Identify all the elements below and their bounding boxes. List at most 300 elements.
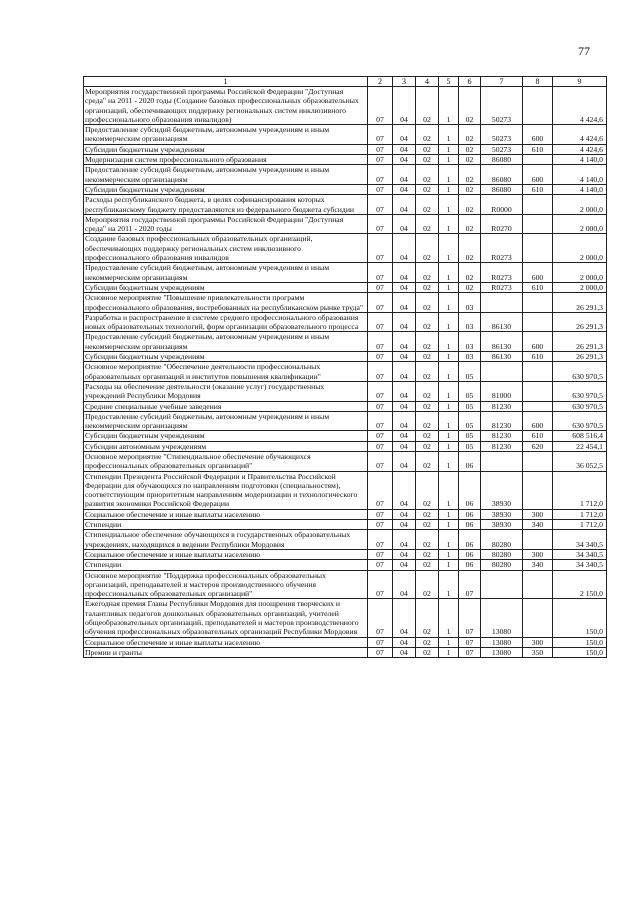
- expense-type-cell: [523, 451, 553, 471]
- table-row: [84, 125, 607, 145]
- row-name-cell: Предоставление субсидий бюджетным, автономным учреждениям и иным некоммерческим организациям: [84, 411, 368, 431]
- header-col-9: 9: [553, 77, 607, 87]
- table-row: [84, 401, 607, 411]
- program-cell: 02: [416, 214, 439, 234]
- row-name-cell: Модернизация систем профессионального образования: [84, 155, 368, 165]
- row-name-cell: Субсидии бюджетным учреждениям: [84, 431, 368, 441]
- podrazdel-cell: 04: [393, 560, 416, 570]
- subprogram-cell: 1: [439, 637, 459, 647]
- row-name-cell: Ежегодная премия Главы Республики Мордовия для поощрения творческих и талантливых педагогов дошкольных образовательных организаций, учителей общеобразовательных организаций, преподавателей и мастеров производственного обучения профессиональных образовательных организаций Республики Мордовия: [84, 599, 368, 637]
- program-cell: 02: [416, 312, 439, 332]
- amount-cell: 608 516,4: [553, 431, 607, 441]
- program-cell: 02: [416, 362, 439, 382]
- table-row: [84, 381, 607, 401]
- program-cell: 02: [416, 332, 439, 352]
- razdel-cell: 07: [368, 451, 393, 471]
- event-cell: 02: [459, 87, 481, 125]
- table-row: [84, 441, 607, 451]
- razdel-cell: 07: [368, 549, 393, 559]
- event-cell: 06: [459, 530, 481, 550]
- program-cell: 02: [416, 411, 439, 431]
- table-row: [84, 451, 607, 471]
- subprogram-cell: 1: [439, 431, 459, 441]
- podrazdel-cell: 04: [393, 530, 416, 550]
- podrazdel-cell: 04: [393, 293, 416, 313]
- razdel-cell: 07: [368, 165, 393, 185]
- amount-cell: 26 291,3: [553, 293, 607, 313]
- razdel-cell: 07: [368, 263, 393, 283]
- podrazdel-cell: 04: [393, 509, 416, 519]
- table-row: [84, 214, 607, 234]
- event-cell: 02: [459, 263, 481, 283]
- expense-type-cell: 620: [523, 441, 553, 451]
- direction-cell: 13080: [481, 647, 523, 657]
- expense-type-cell: 610: [523, 184, 553, 194]
- podrazdel-cell: 04: [393, 263, 416, 283]
- subprogram-cell: 1: [439, 332, 459, 352]
- table-row: [84, 530, 607, 550]
- subprogram-cell: 1: [439, 451, 459, 471]
- program-cell: 02: [416, 549, 439, 559]
- program-cell: 02: [416, 401, 439, 411]
- direction-cell: 81230: [481, 401, 523, 411]
- row-name-cell: Стипендии: [84, 560, 368, 570]
- expense-type-cell: 350: [523, 647, 553, 657]
- razdel-cell: 07: [368, 214, 393, 234]
- table-row: [84, 549, 607, 559]
- razdel-cell: 07: [368, 637, 393, 647]
- expense-type-cell: [523, 87, 553, 125]
- program-cell: 02: [416, 195, 439, 215]
- direction-cell: 38930: [481, 520, 523, 530]
- expense-type-cell: [523, 312, 553, 332]
- row-name-cell: Предоставление субсидий бюджетным, автономным учреждениям и иным некоммерческим организациям: [84, 125, 368, 145]
- table-row: [84, 87, 607, 125]
- podrazdel-cell: 04: [393, 401, 416, 411]
- amount-cell: 2 000,0: [553, 214, 607, 234]
- razdel-cell: 07: [368, 125, 393, 145]
- podrazdel-cell: 04: [393, 184, 416, 194]
- podrazdel-cell: 04: [393, 599, 416, 637]
- amount-cell: 4 424,6: [553, 144, 607, 154]
- podrazdel-cell: 04: [393, 520, 416, 530]
- header-col-6: 6: [459, 77, 481, 87]
- podrazdel-cell: 04: [393, 155, 416, 165]
- row-name-cell: Субсидии бюджетным учреждениям: [84, 282, 368, 292]
- program-cell: 02: [416, 451, 439, 471]
- expense-type-cell: [523, 234, 553, 263]
- event-cell: 02: [459, 155, 481, 165]
- subprogram-cell: 1: [439, 155, 459, 165]
- subprogram-cell: 1: [439, 549, 459, 559]
- event-cell: 06: [459, 509, 481, 519]
- table-row: [84, 155, 607, 165]
- amount-cell: 630 970,5: [553, 411, 607, 431]
- amount-cell: 1 712,0: [553, 520, 607, 530]
- subprogram-cell: 1: [439, 362, 459, 382]
- podrazdel-cell: 04: [393, 332, 416, 352]
- row-name-cell: Социальное обеспечение и иные выплаты населению: [84, 637, 368, 647]
- event-cell: 06: [459, 520, 481, 530]
- amount-cell: 26 291,3: [553, 332, 607, 352]
- row-name-cell: Расходы на обеспечение деятельности (оказание услуг) государственных учреждений Республики Мордовия: [84, 381, 368, 401]
- podrazdel-cell: 04: [393, 637, 416, 647]
- direction-cell: R0000: [481, 195, 523, 215]
- expense-type-cell: [523, 471, 553, 509]
- row-name-cell: Социальное обеспечение и иные выплаты населению: [84, 509, 368, 519]
- table-row: [84, 471, 607, 509]
- podrazdel-cell: 04: [393, 282, 416, 292]
- table-row: [84, 312, 607, 332]
- row-name-cell: Стипендиальное обеспечение обучающихся в государственных образовательных учреждениях, находящихся в ведении Республики Мордовия: [84, 530, 368, 550]
- amount-cell: 150,0: [553, 637, 607, 647]
- table-row: [84, 332, 607, 352]
- header-col-7: 7: [481, 77, 523, 87]
- table-row: [84, 195, 607, 215]
- expense-type-cell: 600: [523, 165, 553, 185]
- subprogram-cell: 1: [439, 530, 459, 550]
- header-col-4: 4: [416, 77, 439, 87]
- event-cell: 06: [459, 560, 481, 570]
- expense-type-cell: [523, 155, 553, 165]
- direction-cell: 38930: [481, 471, 523, 509]
- event-cell: 05: [459, 431, 481, 441]
- razdel-cell: 07: [368, 352, 393, 362]
- table-row: [84, 293, 607, 313]
- razdel-cell: 07: [368, 431, 393, 441]
- program-cell: 02: [416, 352, 439, 362]
- expense-type-cell: 610: [523, 282, 553, 292]
- amount-cell: 1 712,0: [553, 471, 607, 509]
- row-name-cell: Предоставление субсидий бюджетным, автономным учреждениям и иным некоммерческим организациям: [84, 332, 368, 352]
- razdel-cell: 07: [368, 530, 393, 550]
- direction-cell: R0270: [481, 214, 523, 234]
- razdel-cell: 07: [368, 570, 393, 599]
- razdel-cell: 07: [368, 195, 393, 215]
- program-cell: 02: [416, 520, 439, 530]
- table-row: [84, 560, 607, 570]
- table-row: [84, 282, 607, 292]
- row-name-cell: Основное мероприятие "Поддержка профессиональных образовательных организаций, преподавателей и мастеров производственного обучения профессиональных образовательных организаций": [84, 570, 368, 599]
- amount-cell: 630 970,5: [553, 381, 607, 401]
- amount-cell: 4 140,0: [553, 184, 607, 194]
- event-cell: 07: [459, 637, 481, 647]
- event-cell: 05: [459, 401, 481, 411]
- podrazdel-cell: 04: [393, 381, 416, 401]
- event-cell: 06: [459, 451, 481, 471]
- page-number: 77: [578, 44, 590, 58]
- subprogram-cell: 1: [439, 352, 459, 362]
- podrazdel-cell: 04: [393, 362, 416, 382]
- razdel-cell: 07: [368, 155, 393, 165]
- amount-cell: 22 454,1: [553, 441, 607, 451]
- row-name-cell: Мероприятия государственной программы Российской Федерации "Доступная среда" на 2011 - 2020 годы (Создание базовых профессиональных образовательных организаций, обеспечивающих поддержку региональных систем инклюзивного профессионального образования инвалидов): [84, 87, 368, 125]
- subprogram-cell: 1: [439, 381, 459, 401]
- program-cell: 02: [416, 184, 439, 194]
- razdel-cell: 07: [368, 362, 393, 382]
- event-cell: 07: [459, 570, 481, 599]
- event-cell: 07: [459, 647, 481, 657]
- amount-cell: 26 291,3: [553, 312, 607, 332]
- table-row: [84, 184, 607, 194]
- expense-type-cell: [523, 530, 553, 550]
- razdel-cell: 07: [368, 293, 393, 313]
- podrazdel-cell: 04: [393, 451, 416, 471]
- subprogram-cell: 1: [439, 165, 459, 185]
- direction-cell: 38930: [481, 509, 523, 519]
- event-cell: 06: [459, 471, 481, 509]
- program-cell: 02: [416, 637, 439, 647]
- subprogram-cell: 1: [439, 263, 459, 283]
- podrazdel-cell: 04: [393, 411, 416, 431]
- table-row: [84, 165, 607, 185]
- subprogram-cell: 1: [439, 560, 459, 570]
- expense-type-cell: 610: [523, 352, 553, 362]
- program-cell: 02: [416, 87, 439, 125]
- podrazdel-cell: 04: [393, 87, 416, 125]
- amount-cell: 2 000,0: [553, 234, 607, 263]
- event-cell: 06: [459, 549, 481, 559]
- table-row: [84, 362, 607, 382]
- event-cell: 05: [459, 441, 481, 451]
- table-row: [84, 411, 607, 431]
- header-col-3: 3: [393, 77, 416, 87]
- expense-type-cell: [523, 362, 553, 382]
- expense-type-cell: 600: [523, 125, 553, 145]
- podrazdel-cell: 04: [393, 431, 416, 441]
- amount-cell: 4 424,6: [553, 125, 607, 145]
- event-cell: 02: [459, 282, 481, 292]
- event-cell: 02: [459, 184, 481, 194]
- razdel-cell: 07: [368, 560, 393, 570]
- expense-type-cell: 300: [523, 637, 553, 647]
- program-cell: 02: [416, 144, 439, 154]
- podrazdel-cell: 04: [393, 352, 416, 362]
- razdel-cell: 07: [368, 509, 393, 519]
- podrazdel-cell: 04: [393, 471, 416, 509]
- razdel-cell: 07: [368, 381, 393, 401]
- program-cell: 02: [416, 647, 439, 657]
- subprogram-cell: 1: [439, 184, 459, 194]
- event-cell: 03: [459, 312, 481, 332]
- header-col-1: 1: [84, 77, 368, 87]
- direction-cell: 86130: [481, 352, 523, 362]
- row-name-cell: Субсидии бюджетным учреждениям: [84, 184, 368, 194]
- razdel-cell: 07: [368, 87, 393, 125]
- event-cell: 03: [459, 293, 481, 313]
- amount-cell: 34 340,5: [553, 530, 607, 550]
- subprogram-cell: 1: [439, 312, 459, 332]
- subprogram-cell: 1: [439, 411, 459, 431]
- header-col-5: 5: [439, 77, 459, 87]
- direction-cell: [481, 570, 523, 599]
- podrazdel-cell: 04: [393, 312, 416, 332]
- program-cell: 02: [416, 560, 439, 570]
- row-name-cell: Субсидии автономным учреждениям: [84, 441, 368, 451]
- expense-type-cell: 300: [523, 509, 553, 519]
- program-cell: 02: [416, 599, 439, 637]
- table-row: [84, 599, 607, 637]
- direction-cell: 81230: [481, 431, 523, 441]
- table-row: [84, 352, 607, 362]
- program-cell: 02: [416, 282, 439, 292]
- table-row: [84, 637, 607, 647]
- direction-cell: 13080: [481, 599, 523, 637]
- amount-cell: 34 340,5: [553, 549, 607, 559]
- row-name-cell: Разработка и распространение в системе среднего профессионального образования новых образовательных технологий, форм организации образовательного процесса: [84, 312, 368, 332]
- amount-cell: 2 000,0: [553, 195, 607, 215]
- podrazdel-cell: 04: [393, 647, 416, 657]
- event-cell: 02: [459, 195, 481, 215]
- event-cell: 03: [459, 332, 481, 352]
- subprogram-cell: 1: [439, 441, 459, 451]
- row-name-cell: Средние специальные учебные заведения: [84, 401, 368, 411]
- event-cell: 03: [459, 352, 481, 362]
- podrazdel-cell: 04: [393, 125, 416, 145]
- subprogram-cell: 1: [439, 195, 459, 215]
- subprogram-cell: 1: [439, 144, 459, 154]
- direction-cell: 50273: [481, 144, 523, 154]
- direction-cell: 80280: [481, 530, 523, 550]
- podrazdel-cell: 04: [393, 214, 416, 234]
- table-row: [84, 509, 607, 519]
- expense-type-cell: 300: [523, 549, 553, 559]
- direction-cell: 86080: [481, 155, 523, 165]
- podrazdel-cell: 04: [393, 195, 416, 215]
- subprogram-cell: 1: [439, 401, 459, 411]
- razdel-cell: 07: [368, 144, 393, 154]
- amount-cell: 150,0: [553, 647, 607, 657]
- razdel-cell: 07: [368, 471, 393, 509]
- program-cell: 02: [416, 431, 439, 441]
- table-row: [84, 263, 607, 283]
- amount-cell: 2 000,0: [553, 282, 607, 292]
- subprogram-cell: 1: [439, 471, 459, 509]
- row-name-cell: Предоставление субсидий бюджетным, автономным учреждениям и иным некоммерческим организациям: [84, 263, 368, 283]
- row-name-cell: Стипендии: [84, 520, 368, 530]
- expense-type-cell: 340: [523, 520, 553, 530]
- row-name-cell: Основное мероприятие "Стипендиальное обеспечение обучающихся профессиональных образовательных организаций": [84, 451, 368, 471]
- amount-cell: 36 052,5: [553, 451, 607, 471]
- event-cell: 02: [459, 165, 481, 185]
- expense-type-cell: 340: [523, 560, 553, 570]
- direction-cell: 86130: [481, 312, 523, 332]
- row-name-cell: Создание базовых профессиональных образовательных организаций, обеспечивающих поддержку региональных систем инклюзивного профессионального образования инвалидов: [84, 234, 368, 263]
- razdel-cell: 07: [368, 520, 393, 530]
- program-cell: 02: [416, 234, 439, 263]
- subprogram-cell: 1: [439, 87, 459, 125]
- expense-type-cell: 610: [523, 144, 553, 154]
- podrazdel-cell: 04: [393, 234, 416, 263]
- event-cell: 07: [459, 599, 481, 637]
- amount-cell: 26 291,3: [553, 352, 607, 362]
- amount-cell: 630 970,5: [553, 362, 607, 382]
- event-cell: 02: [459, 214, 481, 234]
- table-body: [84, 87, 607, 658]
- row-name-cell: Основное мероприятие "Обеспечение деятельности профессиональных образовательных организаций и институтов повышения квалификации": [84, 362, 368, 382]
- podrazdel-cell: 04: [393, 441, 416, 451]
- razdel-cell: 07: [368, 599, 393, 637]
- direction-cell: R0273: [481, 234, 523, 263]
- podrazdel-cell: 04: [393, 549, 416, 559]
- direction-cell: 13080: [481, 637, 523, 647]
- subprogram-cell: 1: [439, 234, 459, 263]
- expense-type-cell: [523, 570, 553, 599]
- event-cell: 05: [459, 411, 481, 431]
- subprogram-cell: 1: [439, 125, 459, 145]
- direction-cell: 50273: [481, 87, 523, 125]
- direction-cell: 81230: [481, 441, 523, 451]
- subprogram-cell: 1: [439, 647, 459, 657]
- expense-type-cell: [523, 195, 553, 215]
- budget-table: [83, 76, 607, 658]
- direction-cell: [481, 362, 523, 382]
- direction-cell: [481, 293, 523, 313]
- table-row: [84, 520, 607, 530]
- podrazdel-cell: 04: [393, 144, 416, 154]
- expense-type-cell: [523, 381, 553, 401]
- amount-cell: 34 340,5: [553, 560, 607, 570]
- expense-type-cell: 600: [523, 411, 553, 431]
- row-name-cell: Социальное обеспечение и иные выплаты населению: [84, 549, 368, 559]
- expense-type-cell: 600: [523, 263, 553, 283]
- event-cell: 02: [459, 144, 481, 154]
- razdel-cell: 07: [368, 234, 393, 263]
- razdel-cell: 07: [368, 411, 393, 431]
- program-cell: 02: [416, 165, 439, 185]
- event-cell: 02: [459, 125, 481, 145]
- table-row: [84, 144, 607, 154]
- razdel-cell: 07: [368, 647, 393, 657]
- direction-cell: R0273: [481, 263, 523, 283]
- direction-cell: 81230: [481, 411, 523, 431]
- expense-type-cell: [523, 214, 553, 234]
- event-cell: 02: [459, 234, 481, 263]
- podrazdel-cell: 04: [393, 165, 416, 185]
- row-name-cell: Мероприятия государственной программы Российской Федерации "Доступная среда" на 2011 - 2020 годы: [84, 214, 368, 234]
- direction-cell: 50273: [481, 125, 523, 145]
- header-col-8: 8: [523, 77, 553, 87]
- table-header-row: [84, 77, 607, 87]
- amount-cell: 2 000,0: [553, 263, 607, 283]
- row-name-cell: Предоставление субсидий бюджетным, автономным учреждениям и иным некоммерческим организациям: [84, 165, 368, 185]
- program-cell: 02: [416, 570, 439, 599]
- program-cell: 02: [416, 125, 439, 145]
- row-name-cell: Субсидии бюджетным учреждениям: [84, 352, 368, 362]
- table-row: [84, 570, 607, 599]
- row-name-cell: Стипендии Президента Российской Федерации и Правительства Российской Федерации для обучающихся по направлениям подготовки (специальностям), соответствующим приоритетным направлениям модернизации и технологического развития экономики Российской Федерации: [84, 471, 368, 509]
- direction-cell: 80280: [481, 549, 523, 559]
- table-row: [84, 647, 607, 657]
- amount-cell: 630 970,5: [553, 401, 607, 411]
- row-name-cell: Расходы республиканского бюджета, в целях софинансирования которых республиканскому бюджету предоставляются из федерального бюджета субсидии: [84, 195, 368, 215]
- razdel-cell: 07: [368, 312, 393, 332]
- subprogram-cell: 1: [439, 520, 459, 530]
- podrazdel-cell: 04: [393, 570, 416, 599]
- subprogram-cell: 1: [439, 599, 459, 637]
- program-cell: 02: [416, 293, 439, 313]
- subprogram-cell: 1: [439, 570, 459, 599]
- direction-cell: 86130: [481, 332, 523, 352]
- amount-cell: 150,0: [553, 599, 607, 637]
- razdel-cell: 07: [368, 401, 393, 411]
- direction-cell: R0273: [481, 282, 523, 292]
- subprogram-cell: 1: [439, 293, 459, 313]
- subprogram-cell: 1: [439, 214, 459, 234]
- row-name-cell: Субсидии бюджетным учреждениям: [84, 144, 368, 154]
- program-cell: 02: [416, 381, 439, 401]
- direction-cell: 86080: [481, 165, 523, 185]
